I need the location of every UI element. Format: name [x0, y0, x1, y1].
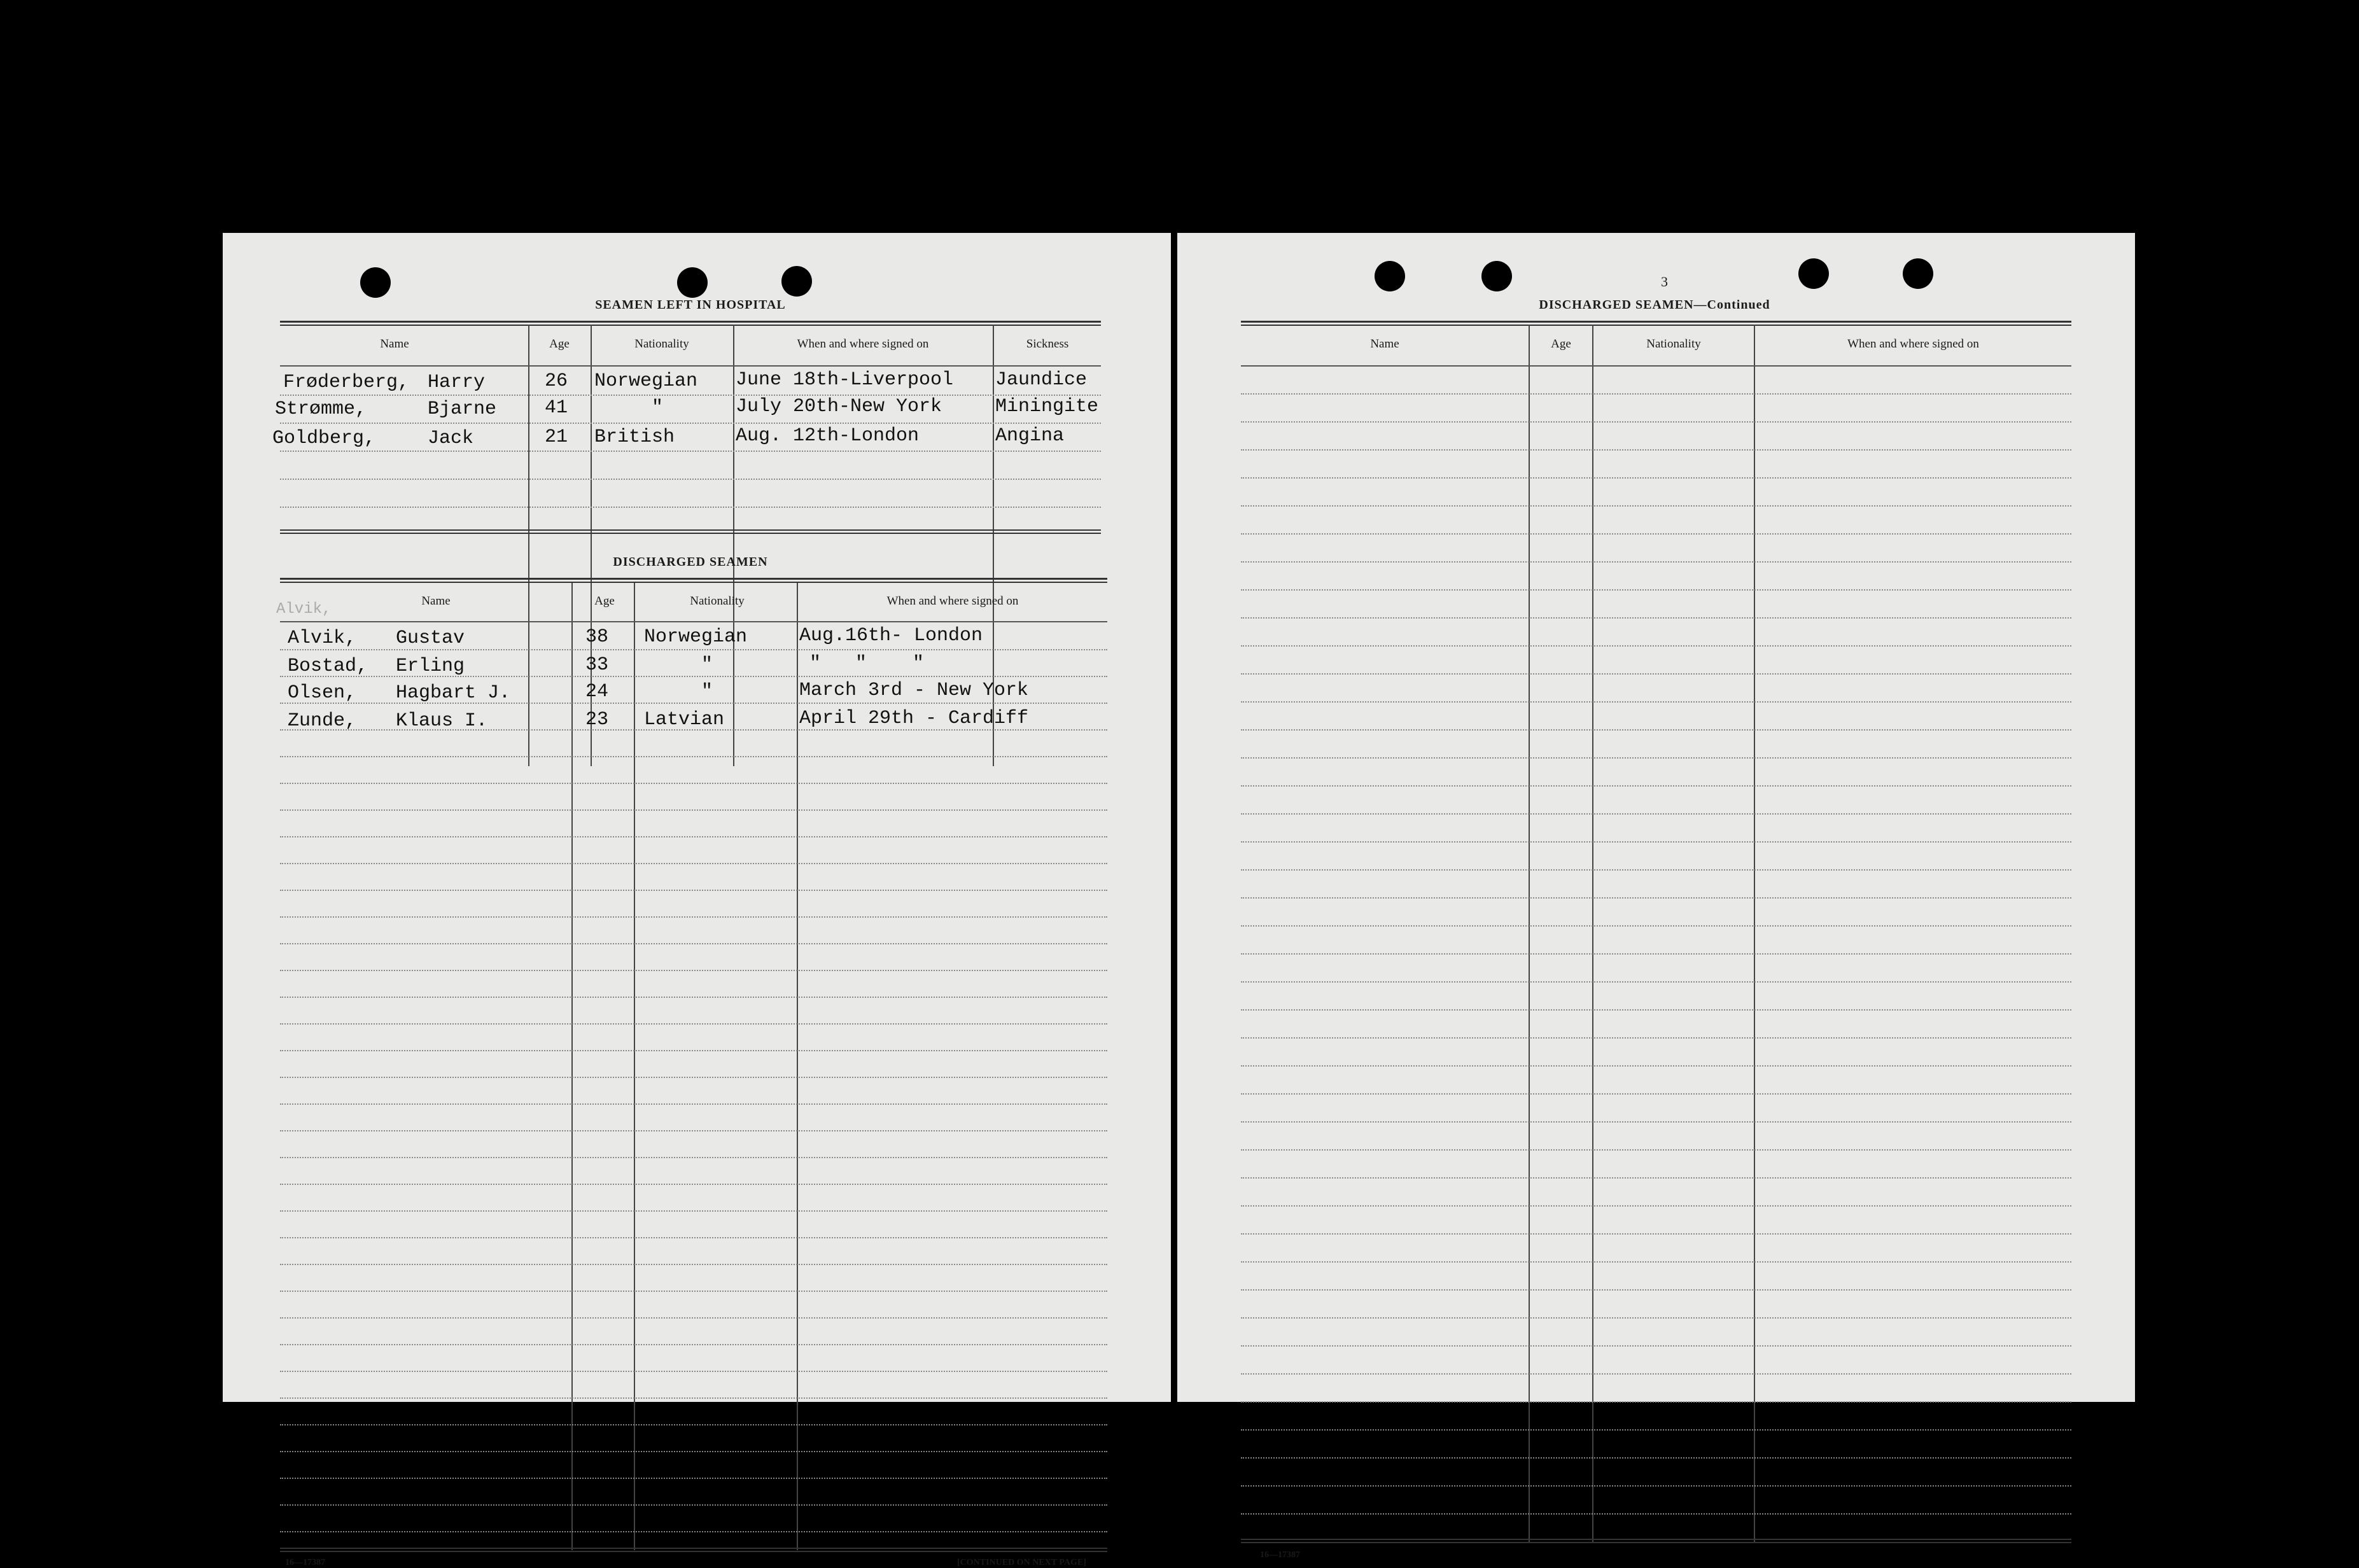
discharged-header-nationality: Nationality: [690, 594, 745, 608]
hospital-row-signed-on: June 18th-Liverpool: [736, 369, 954, 391]
discharged-row-surname: Alvik,: [288, 627, 357, 649]
punch-hole: [1481, 261, 1512, 291]
hospital-row-age: 26: [545, 370, 568, 392]
discharged-row-signed-on: Aug.16th- London: [799, 625, 983, 647]
discharged-header-name: Name: [421, 594, 451, 608]
left-page: [223, 233, 1171, 1567]
punch-hole: [1903, 258, 1933, 289]
punch-hole: [781, 266, 812, 297]
discharged-continued-title: DISCHARGED SEAMEN—Continued: [1539, 298, 1770, 312]
hospital-header-age: Age: [549, 337, 570, 351]
pencil-note: Alvik,: [276, 601, 332, 618]
punch-hole: [1798, 258, 1829, 289]
discharged-row-signed-on: March 3rd - New York: [799, 680, 1029, 701]
hospital-row-signed-on: July 20th-New York: [736, 396, 942, 417]
hospital-row-signed-on: Aug. 12th-London: [736, 425, 920, 447]
discharged-row-age: 23: [585, 709, 609, 731]
hospital-row-given: Bjarne: [428, 398, 497, 420]
discharged-section-title: DISCHARGED SEAMEN: [613, 555, 768, 569]
hospital-row-age: 41: [545, 397, 568, 419]
discharged-row-age: 24: [585, 681, 609, 703]
punch-hole: [1375, 261, 1405, 291]
continued-header-name: Name: [1370, 337, 1399, 351]
hospital-header-name: Name: [380, 337, 409, 351]
discharged-row-nationality: ": [701, 681, 713, 703]
form-number: 16—17387: [285, 1558, 325, 1567]
discharged-row-nationality: Norwegian: [644, 626, 748, 648]
discharged-row-surname: Bostad,: [288, 655, 368, 677]
discharged-row-surname: Olsen,: [288, 682, 357, 704]
continued-note: [CONTINUED ON NEXT PAGE]: [957, 1558, 1086, 1567]
discharged-row-age: 33: [585, 654, 609, 676]
hospital-row-surname: Strømme,: [275, 398, 367, 420]
hospital-header-sickness: Sickness: [1026, 337, 1069, 351]
right-page: [1177, 233, 2135, 1560]
discharged-row-signed-on: April 29th - Cardiff: [799, 708, 1029, 729]
discharged-row-given: Erling: [396, 655, 465, 677]
punch-hole: [360, 267, 391, 298]
discharged-row-signed-on: " " ": [809, 653, 925, 675]
hospital-row-nationality: Norwegian: [594, 370, 698, 392]
hospital-row-surname: Frøderberg,: [283, 372, 410, 393]
hospital-row-surname: Goldberg,: [272, 428, 376, 449]
discharged-row-nationality: Latvian: [644, 709, 725, 731]
continued-header-nationality: Nationality: [1646, 337, 1701, 351]
discharged-row-age: 38: [585, 626, 609, 648]
hospital-row-sickness: Jaundice: [995, 369, 1088, 391]
page-number: 3: [1661, 274, 1668, 290]
discharged-header-age: Age: [594, 594, 615, 608]
hospital-row-nationality: British: [594, 426, 675, 448]
hospital-section-title: SEAMEN LEFT IN HOSPITAL: [595, 298, 786, 312]
discharged-row-given: Gustav: [396, 627, 465, 649]
discharged-header-signed-on: When and where signed on: [886, 594, 1019, 608]
hospital-row-age: 21: [545, 426, 568, 448]
hospital-row-sickness: Miningite: [995, 396, 1099, 417]
hospital-row-given: Harry: [428, 372, 486, 393]
continued-header-signed-on: When and where signed on: [1847, 337, 1979, 351]
discharged-row-nationality: ": [701, 654, 713, 676]
continued-header-age: Age: [1551, 337, 1571, 351]
hospital-row-given: Jack: [428, 428, 474, 449]
hospital-row-sickness: Angina: [995, 425, 1065, 447]
discharged-row-surname: Zunde,: [288, 710, 357, 732]
discharged-row-given: Klaus I.: [396, 710, 488, 732]
discharged-row-given: Hagbart J.: [396, 682, 511, 704]
hospital-row-nationality: ": [652, 397, 664, 419]
punch-hole: [677, 267, 708, 298]
form-number: 16—17387: [1260, 1550, 1300, 1560]
hospital-header-signed-on: When and where signed on: [797, 337, 929, 351]
hospital-header-nationality: Nationality: [634, 337, 689, 351]
